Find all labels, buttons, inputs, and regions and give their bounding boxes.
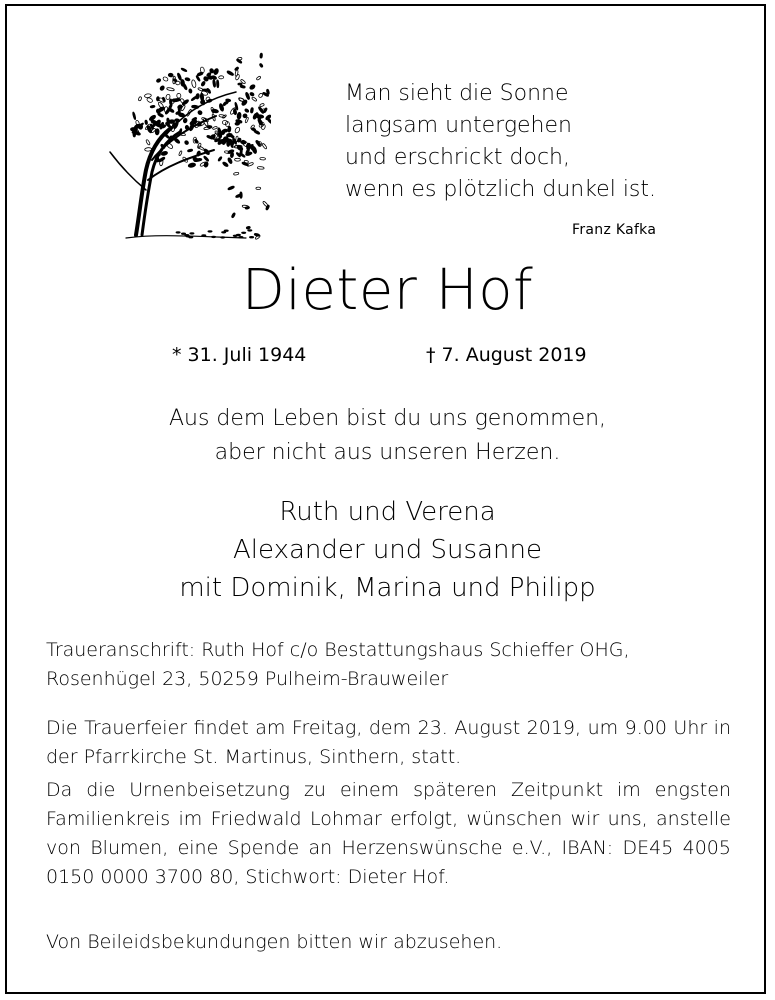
- leaf: [246, 226, 250, 229]
- leaf: [166, 142, 174, 149]
- leaf: [132, 131, 139, 133]
- quote-line: und erschrickt doch,: [345, 145, 570, 170]
- leaf: [191, 79, 196, 87]
- closing-text: Von Beileidsbekundungen bitten wir abzusehen.: [46, 931, 503, 953]
- leaf: [233, 172, 239, 175]
- leaf: [156, 97, 159, 102]
- address-line: Traueranschrift: Ruth Hof c/o Bestattungshaus Schieffer OHG,: [46, 639, 630, 661]
- leaf: [259, 63, 263, 68]
- leaf: [201, 234, 206, 236]
- leaf: [212, 79, 215, 87]
- leaf: [183, 118, 188, 123]
- leaf: [223, 129, 228, 132]
- leaf: [244, 108, 249, 113]
- leaf: [220, 236, 225, 238]
- leaf: [184, 234, 189, 236]
- leaf: [202, 89, 210, 92]
- leaf: [212, 126, 217, 130]
- leaf: [235, 122, 240, 125]
- leaf: [178, 113, 185, 118]
- leaf: [260, 103, 265, 107]
- leaf: [211, 236, 216, 238]
- verse-line: aber nicht aus unseren Herzen.: [214, 440, 561, 465]
- leaf: [221, 231, 226, 233]
- leaf: [208, 230, 213, 232]
- leaf: [196, 151, 201, 157]
- address-line: Rosenhügel 23, 50259 Pulheim-Brauweiler: [46, 668, 449, 690]
- leaf: [260, 157, 266, 160]
- leaf: [188, 162, 196, 168]
- leaf: [243, 113, 248, 118]
- leaf: [237, 112, 242, 119]
- family-line: Alexander und Susanne: [233, 535, 542, 565]
- leaf: [162, 97, 166, 102]
- leaf: [200, 93, 204, 101]
- leaf: [146, 139, 151, 145]
- quote-line: Man sieht die Sonne: [345, 81, 569, 106]
- leaf: [249, 92, 254, 97]
- leaf: [182, 99, 190, 106]
- leaf: [145, 147, 152, 151]
- leaf: [155, 129, 159, 136]
- leaf: [159, 85, 165, 91]
- leaf: [177, 73, 182, 81]
- leaf: [157, 113, 164, 118]
- leaf: [176, 81, 180, 85]
- leaf: [247, 229, 252, 231]
- leaf: [189, 89, 193, 94]
- leaf: [162, 76, 168, 82]
- leaf: [189, 123, 195, 131]
- leaf: [256, 76, 261, 81]
- leaf: [219, 114, 226, 117]
- verse-line: Aus dem Leben bist du uns genommen,: [168, 406, 607, 431]
- birth-date: * 31. Juli 1944: [172, 344, 307, 366]
- leaf: [238, 236, 243, 238]
- leaf: [145, 120, 148, 125]
- leaf: [138, 96, 142, 101]
- leaf: [216, 80, 219, 88]
- ceremony-text: Die Trauerfeier findet am Freitag, dem 23. August 2019, um 9.00 Uhr in der Pfarrkirche St. Martinus, Sinthern, statt.: [46, 717, 731, 768]
- leaf: [250, 107, 253, 113]
- quote-line: langsam untergehen: [345, 113, 572, 138]
- leaf: [236, 145, 243, 152]
- leaf: [245, 92, 250, 100]
- leaf: [168, 73, 173, 77]
- leaf: [265, 205, 269, 211]
- family-line: Ruth und Verena: [279, 497, 496, 527]
- leaf: [218, 131, 221, 138]
- leaf: [257, 166, 264, 169]
- leaf: [231, 212, 236, 218]
- leaf: [249, 236, 254, 238]
- family-names: [0, 493, 775, 607]
- leaf: [256, 187, 261, 189]
- leaf: [228, 186, 235, 191]
- leaf: [228, 126, 232, 132]
- quote-author: Franz Kafka: [572, 222, 657, 238]
- leaf: [144, 94, 151, 98]
- quote-block: [345, 78, 656, 206]
- leaf: [235, 158, 241, 161]
- leaf: [184, 140, 189, 145]
- leaf: [150, 105, 155, 108]
- quote-line: wenn es plötzlich dunkel ist.: [345, 177, 657, 202]
- leaf: [241, 232, 246, 234]
- leaf: [176, 231, 181, 233]
- leaf: [226, 70, 234, 76]
- leaf: [262, 143, 268, 149]
- leaf: [189, 232, 194, 234]
- mourning-address: [46, 636, 731, 694]
- leaf: [177, 104, 183, 109]
- leaf: [260, 53, 263, 58]
- leaf: [234, 127, 240, 134]
- leaf: [132, 112, 136, 120]
- leaf: [151, 120, 157, 124]
- leaf: [218, 156, 223, 161]
- donation-text: Da die Urnenbeisetzung zu einem späteren Zeitpunkt im engsten Familienkreis im Friedwald Lohmar erfolgt, wünschen wir uns, anstelle von Blumen, eine Spende an Herzenswünsche e.V., IBAN: DE45 4005 0150 0000 3700 80, Stichwort: Dieter Hof.: [46, 779, 731, 888]
- leaf: [178, 151, 182, 156]
- leaf: [238, 83, 242, 85]
- family-line: mit Dominik, Marina und Philipp: [179, 573, 596, 603]
- leaf: [230, 134, 235, 138]
- leaf: [197, 72, 204, 77]
- leaf: [233, 235, 238, 237]
- leaf: [227, 157, 233, 164]
- leaf: [203, 156, 209, 162]
- leaf: [188, 236, 193, 238]
- leaf: [196, 75, 201, 81]
- leaf: [167, 87, 175, 91]
- leaf: [201, 81, 206, 87]
- leaf: [181, 68, 187, 73]
- leaf: [251, 97, 257, 102]
- leaf: [185, 125, 189, 130]
- leaf: [253, 130, 260, 135]
- leaf: [173, 137, 180, 144]
- leaf: [219, 76, 224, 79]
- leaf: [249, 84, 256, 90]
- leaf: [187, 149, 193, 153]
- leaf: [185, 77, 191, 81]
- windblown-tree-icon: [96, 40, 271, 245]
- leaf: [197, 110, 203, 116]
- leaf: [222, 161, 229, 167]
- leaf: [242, 162, 249, 167]
- leaf: [176, 93, 181, 98]
- memorial-verse: [0, 402, 775, 470]
- leaf: [156, 78, 161, 83]
- death-date: † 7. August 2019: [426, 344, 587, 366]
- leaf: [240, 85, 246, 89]
- deceased-name: Dieter Hof: [241, 258, 534, 323]
